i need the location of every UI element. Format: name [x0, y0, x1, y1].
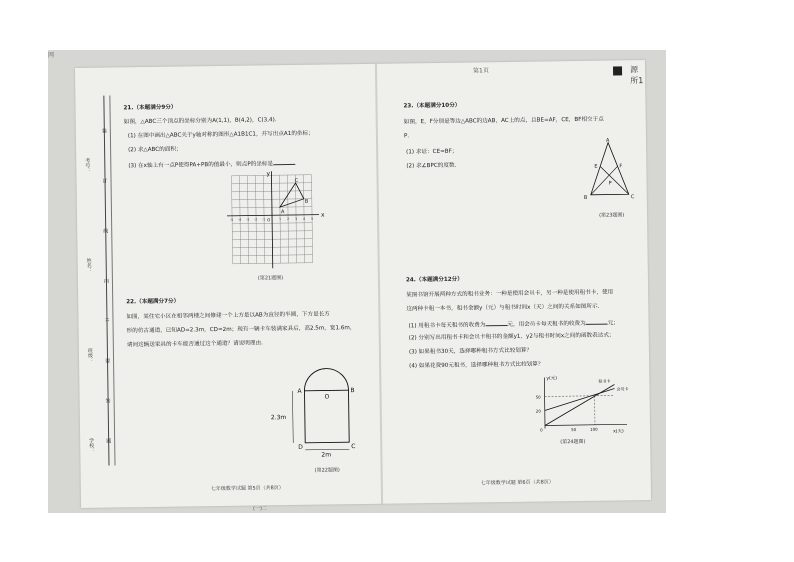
q24-legend-zushuka: 租书卡	[598, 378, 611, 384]
q22-semicircle	[304, 368, 348, 391]
q23-label-f: F	[619, 163, 623, 170]
q22-label-height: 2.3m	[270, 414, 287, 422]
margin-label-xingming: 姓名：	[85, 257, 92, 273]
q21-tick: -1	[262, 217, 266, 222]
q22-arch-figure	[270, 352, 376, 463]
top-right-text: 源所1	[629, 65, 644, 86]
q21-y-axis	[271, 171, 272, 268]
q21-tick: 3	[295, 216, 298, 221]
corner-text: 网	[48, 52, 55, 59]
q21-caption: (第21题图)	[257, 275, 284, 282]
q22-height-dim	[292, 391, 293, 443]
footer-left: 七年级数学试题 第5页（共8页）	[210, 485, 284, 493]
q23-line4: (2) 求∠BPC的度数．	[406, 162, 461, 170]
margin-mark: 题	[106, 438, 112, 445]
q23-label-p: P	[608, 180, 612, 187]
q21-point-a: A	[280, 209, 285, 216]
margin-label-kaohao: 考号：	[84, 157, 91, 173]
q23-label-c: C	[630, 194, 635, 201]
q21-tick: 1	[279, 217, 282, 222]
q24-tick-50: 50	[535, 394, 541, 400]
q21-tick: -5	[230, 217, 234, 222]
q22-label-d: D	[298, 443, 303, 451]
q24-line5: (3) 如果租书30天，选择哪种租书方式比较划算？	[408, 347, 533, 356]
q24-header: 24.（本题满分12分）	[405, 276, 463, 284]
margin-mark: 不	[104, 318, 110, 325]
q24-line2: 这两种卡租一本书，租书金额y（元）与租书时间x（天）之间的关系如图所示．	[406, 303, 604, 313]
q22-caption: (第22题图)	[314, 467, 340, 474]
bottom-text: (一)二	[253, 506, 267, 512]
q21-tick: -3	[246, 217, 250, 222]
binding-line-2	[109, 96, 115, 466]
q24-line6: (4) 如果花费90元租书，选择哪种租书方式比较划算？	[409, 361, 544, 370]
q21-point-b: B	[304, 198, 309, 205]
q24-x-axis	[545, 424, 627, 425]
q24-caption: (第24题图)	[560, 438, 586, 446]
exam-photo	[48, 50, 666, 513]
q22-line1: 如图，某住宅小区在相邻两楼之间修建一个上方是以AB为直径的半圆，下方是长方	[126, 311, 330, 321]
q24-y-axis	[544, 377, 545, 428]
black-square-icon	[613, 66, 622, 75]
q21-line2: (1) 在图中画出△ABC关于y轴对称的图形△A1B1C1，并写出点A1的坐标；	[127, 130, 314, 140]
margin-label-xuexiao: 学校：	[88, 437, 95, 453]
q21-triangle-abc	[280, 183, 304, 207]
q21-line1: 如图，△ABC三个顶点的坐标分别为A(1,1)，B(4,2)，C(3,4)．	[123, 117, 281, 126]
q22-label-c: C	[351, 443, 356, 451]
top-middle-text: 第1页	[472, 67, 489, 75]
page-fold	[375, 64, 383, 504]
q23-header: 23.（本题满分10分）	[403, 102, 461, 110]
q21-grid-figure	[226, 172, 328, 283]
q24-tick-x100: 100	[590, 426, 598, 432]
q22-line2: 形的仿古通道，已知AD=2.3m，CD=2m；现有一辆卡车装满家具后，高2.5m，宽1.6m，	[126, 325, 356, 335]
q24-line1: 某图书馆开展两种方式的租书业务：一种是使用会员卡，另一种是使用租书卡，使用	[406, 289, 614, 299]
q23-label-b: B	[583, 194, 588, 201]
q21-axis-x-label: x	[320, 211, 325, 219]
margin-mark: 线	[103, 228, 109, 235]
q24-tick-x50: 50	[571, 427, 577, 433]
q21-tick: -2	[254, 217, 258, 222]
q23-line1: 如图，E，F分别是等边△ABC的边AB，AC上的点，且BE=AF，CE，BF相交于点	[403, 116, 604, 126]
q21-tick: 4	[303, 216, 306, 221]
q21-header: 21.（本题满分9分）	[123, 104, 177, 112]
q22-line3: 请问这辆送家具的卡车能否通过这个通道？请说明理由．	[126, 340, 267, 349]
q22-header: 22.（本题满分7分）	[126, 298, 180, 306]
q24-line-huiyuanka	[544, 388, 614, 410]
q21-origin-label: O	[267, 217, 271, 223]
margin-label-banji: 班级：	[86, 347, 94, 363]
q23-triangle-figure	[583, 137, 642, 209]
margin-mark: 装	[101, 128, 107, 135]
q21-x-axis	[227, 215, 319, 216]
q21-line3: (2) 求△ABC的面积；	[128, 146, 182, 154]
q23-line3: (1) 求证：CE=BF；	[406, 148, 458, 156]
q24-tick-20: 20	[535, 408, 541, 414]
q24-tick-0: 0	[540, 427, 543, 433]
q21-axis-y-label: y	[266, 170, 271, 178]
q23-label-e: E	[594, 163, 598, 170]
q21-tick: 5	[311, 216, 314, 221]
q22-label-b: B	[350, 387, 355, 395]
q23-line2: P．	[403, 133, 413, 140]
margin-mark: 订	[102, 178, 108, 185]
q21-tick: -4	[238, 217, 242, 222]
q23-caption: (第23题图)	[599, 212, 625, 219]
q24-guide-50	[545, 395, 615, 396]
q24-graph-figure	[534, 372, 635, 435]
footer-right: 七年级数学试题 第6页（共8页）	[480, 479, 554, 487]
q22-width-dim	[305, 449, 349, 450]
q24-line3: (1) 用租书卡每天租书的收费为 元，用会员卡每天租书的收费为 元；	[408, 320, 619, 330]
q22-label-a: A	[297, 387, 302, 395]
margin-mark: 答	[105, 398, 111, 405]
q24-axis-y-label: y(元)	[546, 376, 558, 382]
exam-sheet	[75, 60, 651, 508]
margin-mark: 要	[105, 358, 111, 365]
q21-line4: (3) 在x轴上有一点P使得PA+PB的值最小，则点P的坐标是	[128, 159, 295, 170]
q24-line-zushuka	[544, 384, 615, 425]
margin-mark: 内	[103, 278, 109, 285]
q23-label-a: A	[605, 137, 610, 144]
q22-label-width: 2m	[321, 451, 332, 459]
q24-line4: (2) 分别写出用租书卡和会员卡租书的金额y1，y2与租书时间x之间的函数表达式；	[408, 332, 615, 342]
q24-axis-x-label: x(天)	[613, 429, 624, 435]
q22-label-o: O	[324, 393, 330, 401]
q21-point-c: C	[294, 177, 299, 184]
q24-legend-huiyuanka: 会员卡	[616, 386, 629, 392]
q21-tick: 2	[287, 217, 290, 222]
